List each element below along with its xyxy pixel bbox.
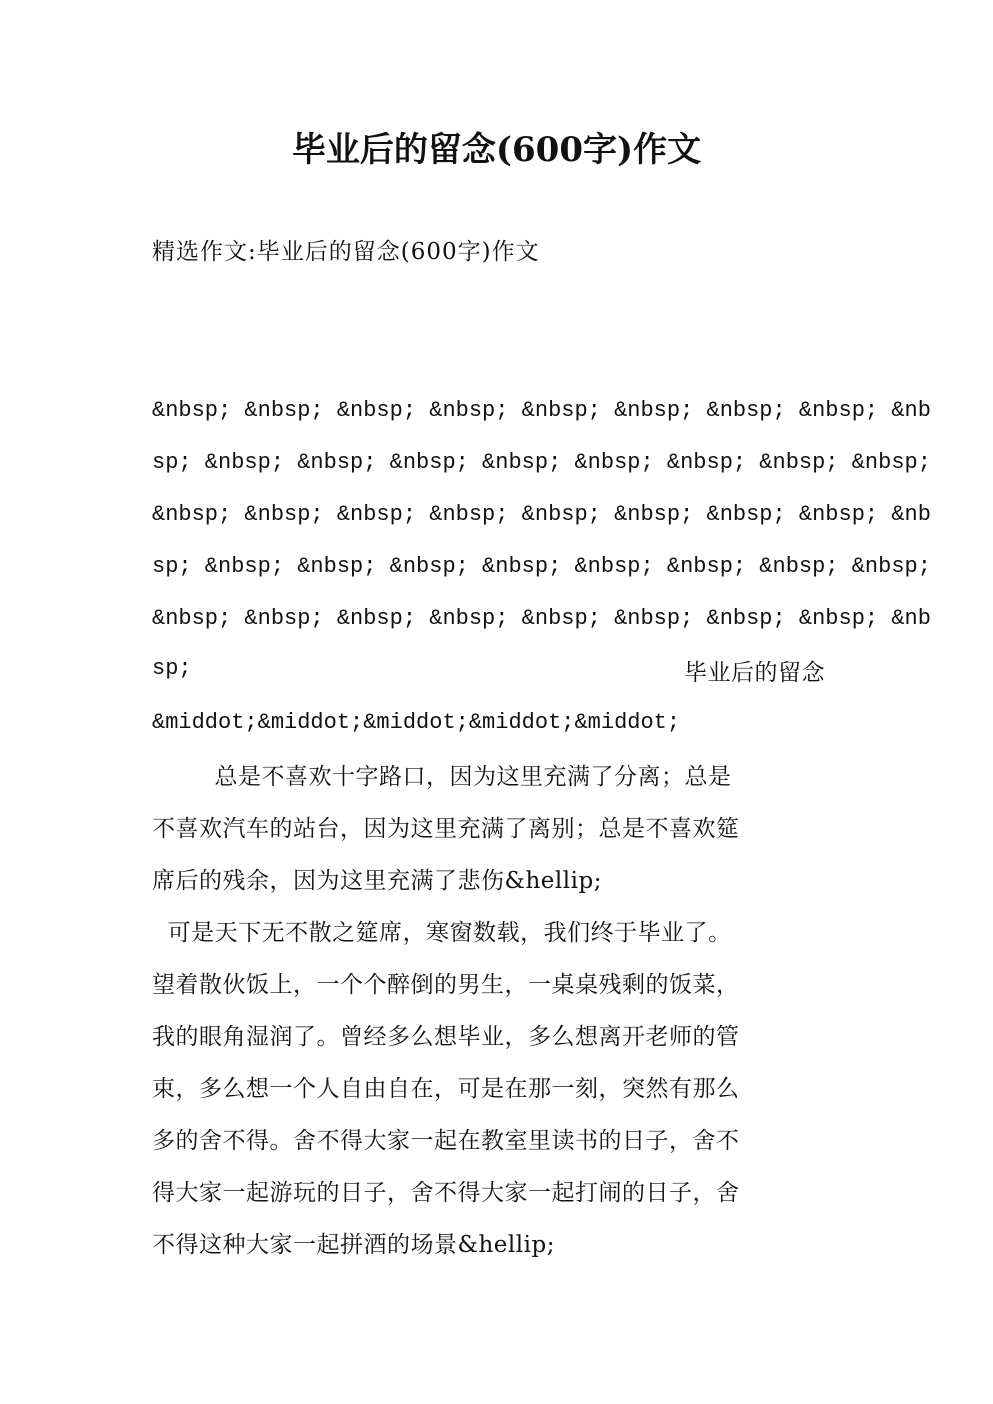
- entity-line: &nbsp; &nbsp; &nbsp; &nbsp; &nbsp; &nbsp; &nbsp; &nbsp; &nb: [152, 606, 931, 631]
- paragraph-line: 多的舍不得。舍不得大家一起在教室里读书的日子，舍不: [152, 1128, 740, 1154]
- entity-line: &nbsp; &nbsp; &nbsp; &nbsp; &nbsp; &nbsp; &nbsp; &nbsp; &nb: [152, 502, 931, 527]
- paragraph-line: 望着散伙饭上，一个个醉倒的男生，一桌桌残剩的饭菜，: [152, 972, 740, 998]
- paragraph-line: 不喜欢汽车的站台，因为这里充满了离别；总是不喜欢筵: [152, 816, 740, 842]
- subtitle: 精选作文:毕业后的留念(600字)作文: [152, 239, 540, 265]
- paragraph-line: 可是天下无不散之筵席，寒窗数载，我们终于毕业了。: [152, 920, 732, 946]
- entity-line: sp;: [152, 656, 192, 681]
- paragraph-line: 束，多么想一个人自由自在，可是在那一刻，突然有那么: [152, 1076, 740, 1102]
- paragraph-line: 不得这种大家一起拼酒的场景&hellip;: [152, 1232, 555, 1258]
- paragraph-line: 得大家一起游玩的日子，舍不得大家一起打闹的日子，舍: [152, 1180, 740, 1206]
- inline-heading: 毕业后的留念: [684, 660, 825, 686]
- page-title: 毕业后的留念(600字)作文: [291, 130, 702, 170]
- middot-line: &middot;&middot;&middot;&middot;&middot;: [152, 710, 681, 735]
- entity-line: &nbsp; &nbsp; &nbsp; &nbsp; &nbsp; &nbsp; &nbsp; &nbsp; &nb: [152, 398, 931, 423]
- paragraph-line: 我的眼角湿润了。曾经多么想毕业，多么想离开老师的管: [152, 1024, 740, 1050]
- paragraph-line: 总是不喜欢十字路口，因为这里充满了分离；总是: [152, 764, 732, 790]
- entity-line: sp; &nbsp; &nbsp; &nbsp; &nbsp; &nbsp; &nbsp; &nbsp; &nbsp;: [152, 450, 931, 475]
- entity-line: sp; &nbsp; &nbsp; &nbsp; &nbsp; &nbsp; &nbsp; &nbsp; &nbsp;: [152, 554, 931, 579]
- paragraph-line: 席后的残余，因为这里充满了悲伤&hellip;: [152, 868, 602, 894]
